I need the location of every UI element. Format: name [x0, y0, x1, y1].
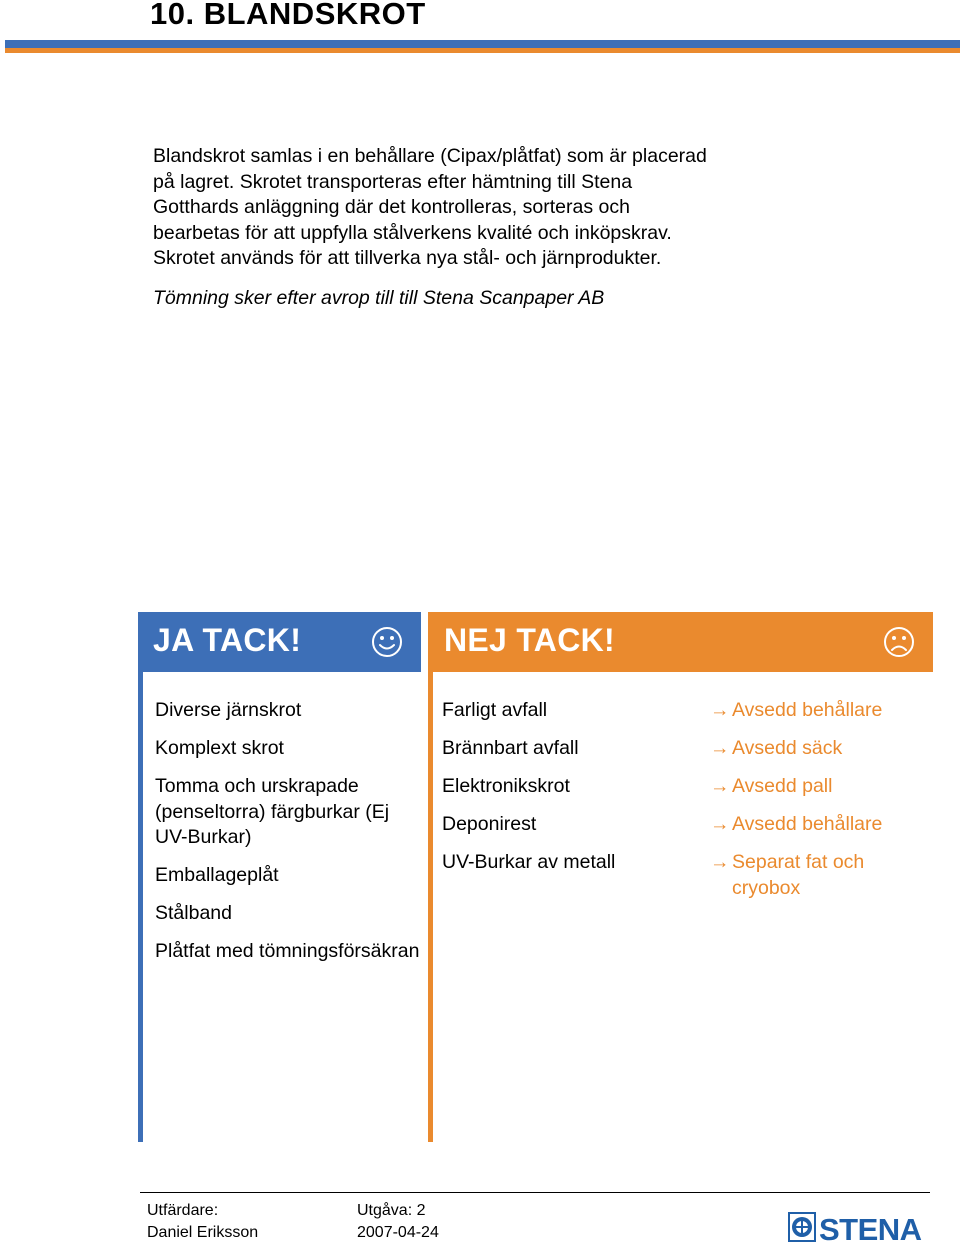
- ja-title: JA TACK!: [153, 622, 302, 658]
- edition-label: Utgåva: 2: [357, 1202, 426, 1219]
- arrow-right-icon: →: [710, 851, 730, 873]
- ja-header: [138, 612, 421, 672]
- smiley-icon: [371, 626, 403, 658]
- logo-text: STENA: [819, 1212, 922, 1244]
- list-item: Farligt avfall: [442, 699, 548, 721]
- arrow-right-icon: →: [710, 775, 730, 797]
- arrow-right-icon: →: [710, 737, 730, 759]
- frown-icon: [883, 626, 915, 658]
- nej-title: NEJ TACK!: [444, 622, 615, 658]
- list-item: Plåtfat med tömningsförsäkran: [155, 940, 420, 962]
- list-item: Diverse järnskrot: [155, 699, 302, 721]
- arrow-right-icon: →: [710, 699, 730, 721]
- arrow-right-icon: →: [710, 813, 730, 835]
- list-item: Tomma och urskrapade (penseltorra) färgburkar (Ej UV-Burkar): [155, 775, 390, 848]
- list-item: Komplext skrot: [155, 737, 284, 759]
- list-item: Emballageplåt: [155, 864, 279, 886]
- page-heading: 10. BLANDSKROT: [150, 0, 426, 31]
- intro-note: Tömning sker efter avrop till till Stena Scanpaper AB: [153, 286, 605, 309]
- destination-item: [710, 850, 930, 901]
- stena-logo: [788, 1210, 928, 1244]
- issuer-name: Daniel Eriksson: [147, 1224, 259, 1241]
- destination-label: Avsedd säck: [732, 737, 843, 759]
- issuer-label: Utfärdare:: [147, 1202, 219, 1219]
- nej-panel-border: [428, 672, 433, 1142]
- destination-item: [710, 736, 930, 762]
- list-item: Stålband: [155, 902, 232, 924]
- intro-paragraph: Blandskrot samlas i en behållare (Cipax/plåtfat) som är placerad på lagret. Skrotet transporteras efter hämtning till Stena Gotthards anläggning där det kontrolleras, sorteras och bearbetas för att uppfylla stålverkens kvalité och inköpskrav. Skrotet används för att tillverka nya stål- och järnprodukter.: [153, 145, 707, 269]
- destination-label: Separat fat och cryobox: [732, 851, 865, 899]
- destination-item: [710, 774, 930, 800]
- list-item: UV-Burkar av metall: [442, 851, 616, 873]
- destination-label: Avsedd behållare: [732, 699, 883, 721]
- intro-text: [153, 144, 713, 311]
- destination-label: Avsedd behållare: [732, 813, 883, 835]
- nej-header: [428, 612, 933, 672]
- destination-item: [710, 698, 930, 724]
- destination-label: Avsedd pall: [732, 775, 833, 797]
- list-item: Brännbart avfall: [442, 737, 579, 759]
- edition-date: 2007-04-24: [357, 1224, 439, 1241]
- list-item: Elektronikskrot: [442, 775, 570, 797]
- list-item: Deponirest: [442, 813, 537, 835]
- heading-rule-orange: [5, 48, 960, 53]
- destination-item: [710, 812, 930, 838]
- footer-divider: [140, 1192, 930, 1193]
- heading-rule-blue: [5, 40, 960, 48]
